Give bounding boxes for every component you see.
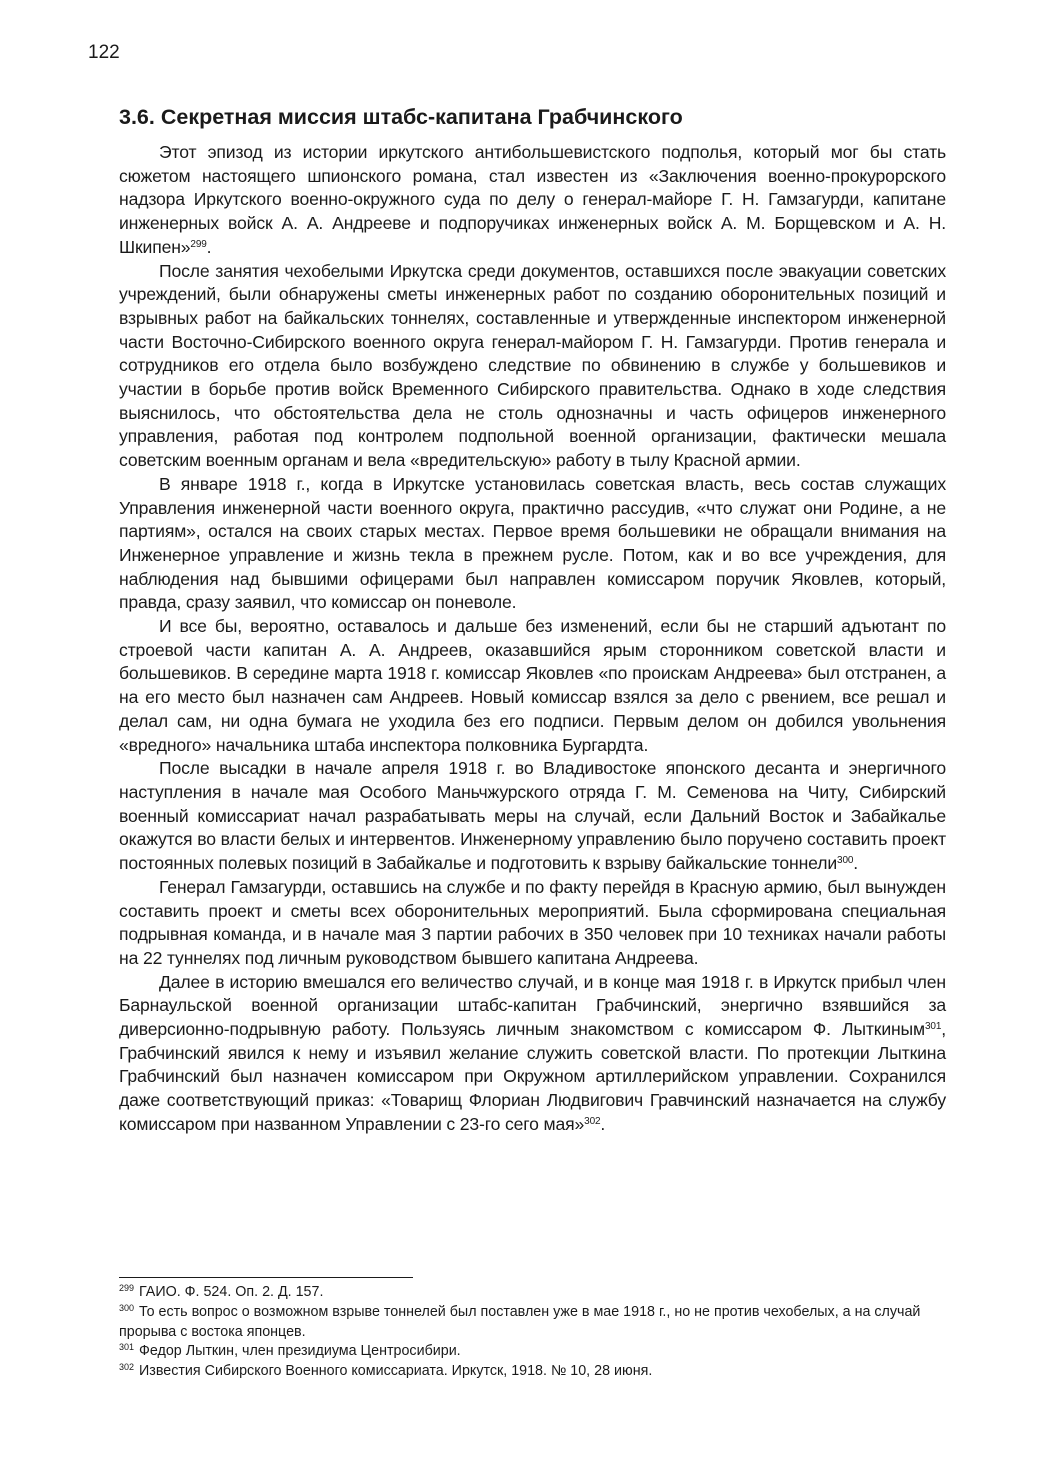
footnote-302: 302 Известия Сибирского Военного комиссариата. Иркутск, 1918. № 10, 28 июня. xyxy=(119,1362,653,1380)
paragraph-6: Генерал Гамзагурди, оставшись на службе и по факту перейдя в Красную армию, был вынужден составить проект и сметы всех оборонительных мероприятий. Была сформирована специальная подрывная команда, и в начале мая 3 партии рабочих в 350 человек при 10 техниках начали работы на 22 туннелях под личным руководством бывшего капитана Андреева. xyxy=(119,876,946,968)
paragraph-7: Далее в историю вмешался его величество случай, и в конце мая 1918 г. в Иркутск прибыл член Барнаульской военной организации штабс-капитан Грабчинский, энергично взявшийся за диверсионно-подрывную работу. Пользуясь личным знакомством с комиссаром Ф. Лыткиным$^{301}$, Грабчинский явился к нему и изъявил желание служить советской власти. По протекции Лыткина Грабчинский был назначен комиссаром при Окружном артиллерийском управлении. Сохранился даже соответствующий приказ: «Товарищ Флориан Людвигович Гравчинский назначается на службу комиссаром при названном Управлении с 23-го сего мая»$^{302}$. xyxy=(119,971,946,1134)
footnote-ref-302: 302 xyxy=(584,1115,601,1127)
footnote-ref-299: 299 xyxy=(190,238,207,250)
page-number: 122 xyxy=(88,42,120,63)
paragraph-1: Этот эпизод из истории иркутского антибольшевистского подполья, который мог бы стать сюжетом настоящего шпионского романа, стал известен из «Заключения военно-прокурорского надзора Иркутского военно-окружного суда по делу о генерал-майоре Г. Н. Гамзагурди, капитане инженерных войск А. А. Андрееве и подпоручиках инженерных войск А. М. Борщевском и А. Н. Шкипен»$^{299}$. xyxy=(119,142,946,257)
footnote-ref-300: 300 xyxy=(837,855,854,867)
footnote-separator xyxy=(119,1277,413,1278)
footnote-300: 300 То есть вопрос о возможном взрыве тоннелей был поставлен уже в мае 1918 г., но не против чехобелых, а на случай прорыва с востока японцев. xyxy=(119,1302,921,1340)
paragraph-2: После занятия чехобелыми Иркутска среди документов, оставшихся после эвакуации советских учреждений, были обнаружены сметы инженерных работ по созданию оборонительных позиций и взрывных работ на байкальских тоннелях, составленные и утвержденные инспектором инженерной части Восточно-Сибирского военного округа генерал-майором Г. Н. Гамзагурди. Против генерала и сотрудников его отдела было возбуждено следствие по обвинению в службе у большевиков и участии в борьбе против войск Временного Сибирского правительства. Однако в ходе следствия выяснилось, что обстоятельства дела не столь однозначны и часть офицеров инженерного управления, работая под контролем подпольной военной организации, фактически мешала советским военным органам и вела «вредительскую» работу в тылу Красной армии. xyxy=(119,260,946,471)
section-title: 3.6. Секретная миссия штабс-капитана Грабчинского xyxy=(119,105,683,129)
main-text xyxy=(119,102,946,1137)
paragraph-3: В январе 1918 г., когда в Иркутске установилась советская власть, весь состав служащих Управления инженерной части военного округа, практично рассудив, «что служат они Родине, а не партиям», остался на своих старых местах. Первое время большевики не обращали внимания на Инженерное управление и жизнь текла в прежнем русле. Потом, как и во все учреждения, для наблюдения над бывшими офицерами был направлен комиссаром поручик Яковлев, который, правда, сразу заявил, что комиссар он поневоле. xyxy=(119,473,946,613)
footnote-301: 301 Федор Лыткин, член президиума Центросибири. xyxy=(119,1342,461,1360)
footnote-ref-301: 301 xyxy=(925,1021,942,1033)
paragraph-5: После высадки в начале апреля 1918 г. во Владивостоке японского десанта и энергичного наступления в начале мая Особого Маньчжурского отряда Г. М. Семенова на Читу, Сибирский военный комиссариат начал разрабатывать меры на случай, если Дальний Восток и Забайкалье окажутся во власти белых и интервентов. Инженерному управлению было поручено составить проект постоянных полевых позиций в Забайкалье и подготовить к взрыву байкальские тоннели$^{300}$. xyxy=(119,758,946,874)
footnote-299: 299 ГАИО. Ф. 524. Оп. 2. Д. 157. xyxy=(119,1283,324,1300)
footnotes xyxy=(119,1283,946,1382)
paragraph-4: И все бы, вероятно, оставалось и дальше без изменений, если бы не старший адъютант по строевой части капитан А. А. Андреев, оказавшийся ярым сторонником советской власти и большевиков. В середине марта 1918 г. комиссар Яковлев «по проискам Андреева» был отстранен, а на его место был назначен сам Андреев. Новый комиссар взялся за дело с рвением, все решал и делал сам, ни одна бумага не уходила без его подписи. Первым делом он добился увольнения «вредного» начальника штаба инспектора полковника Бургардта. xyxy=(119,616,946,755)
